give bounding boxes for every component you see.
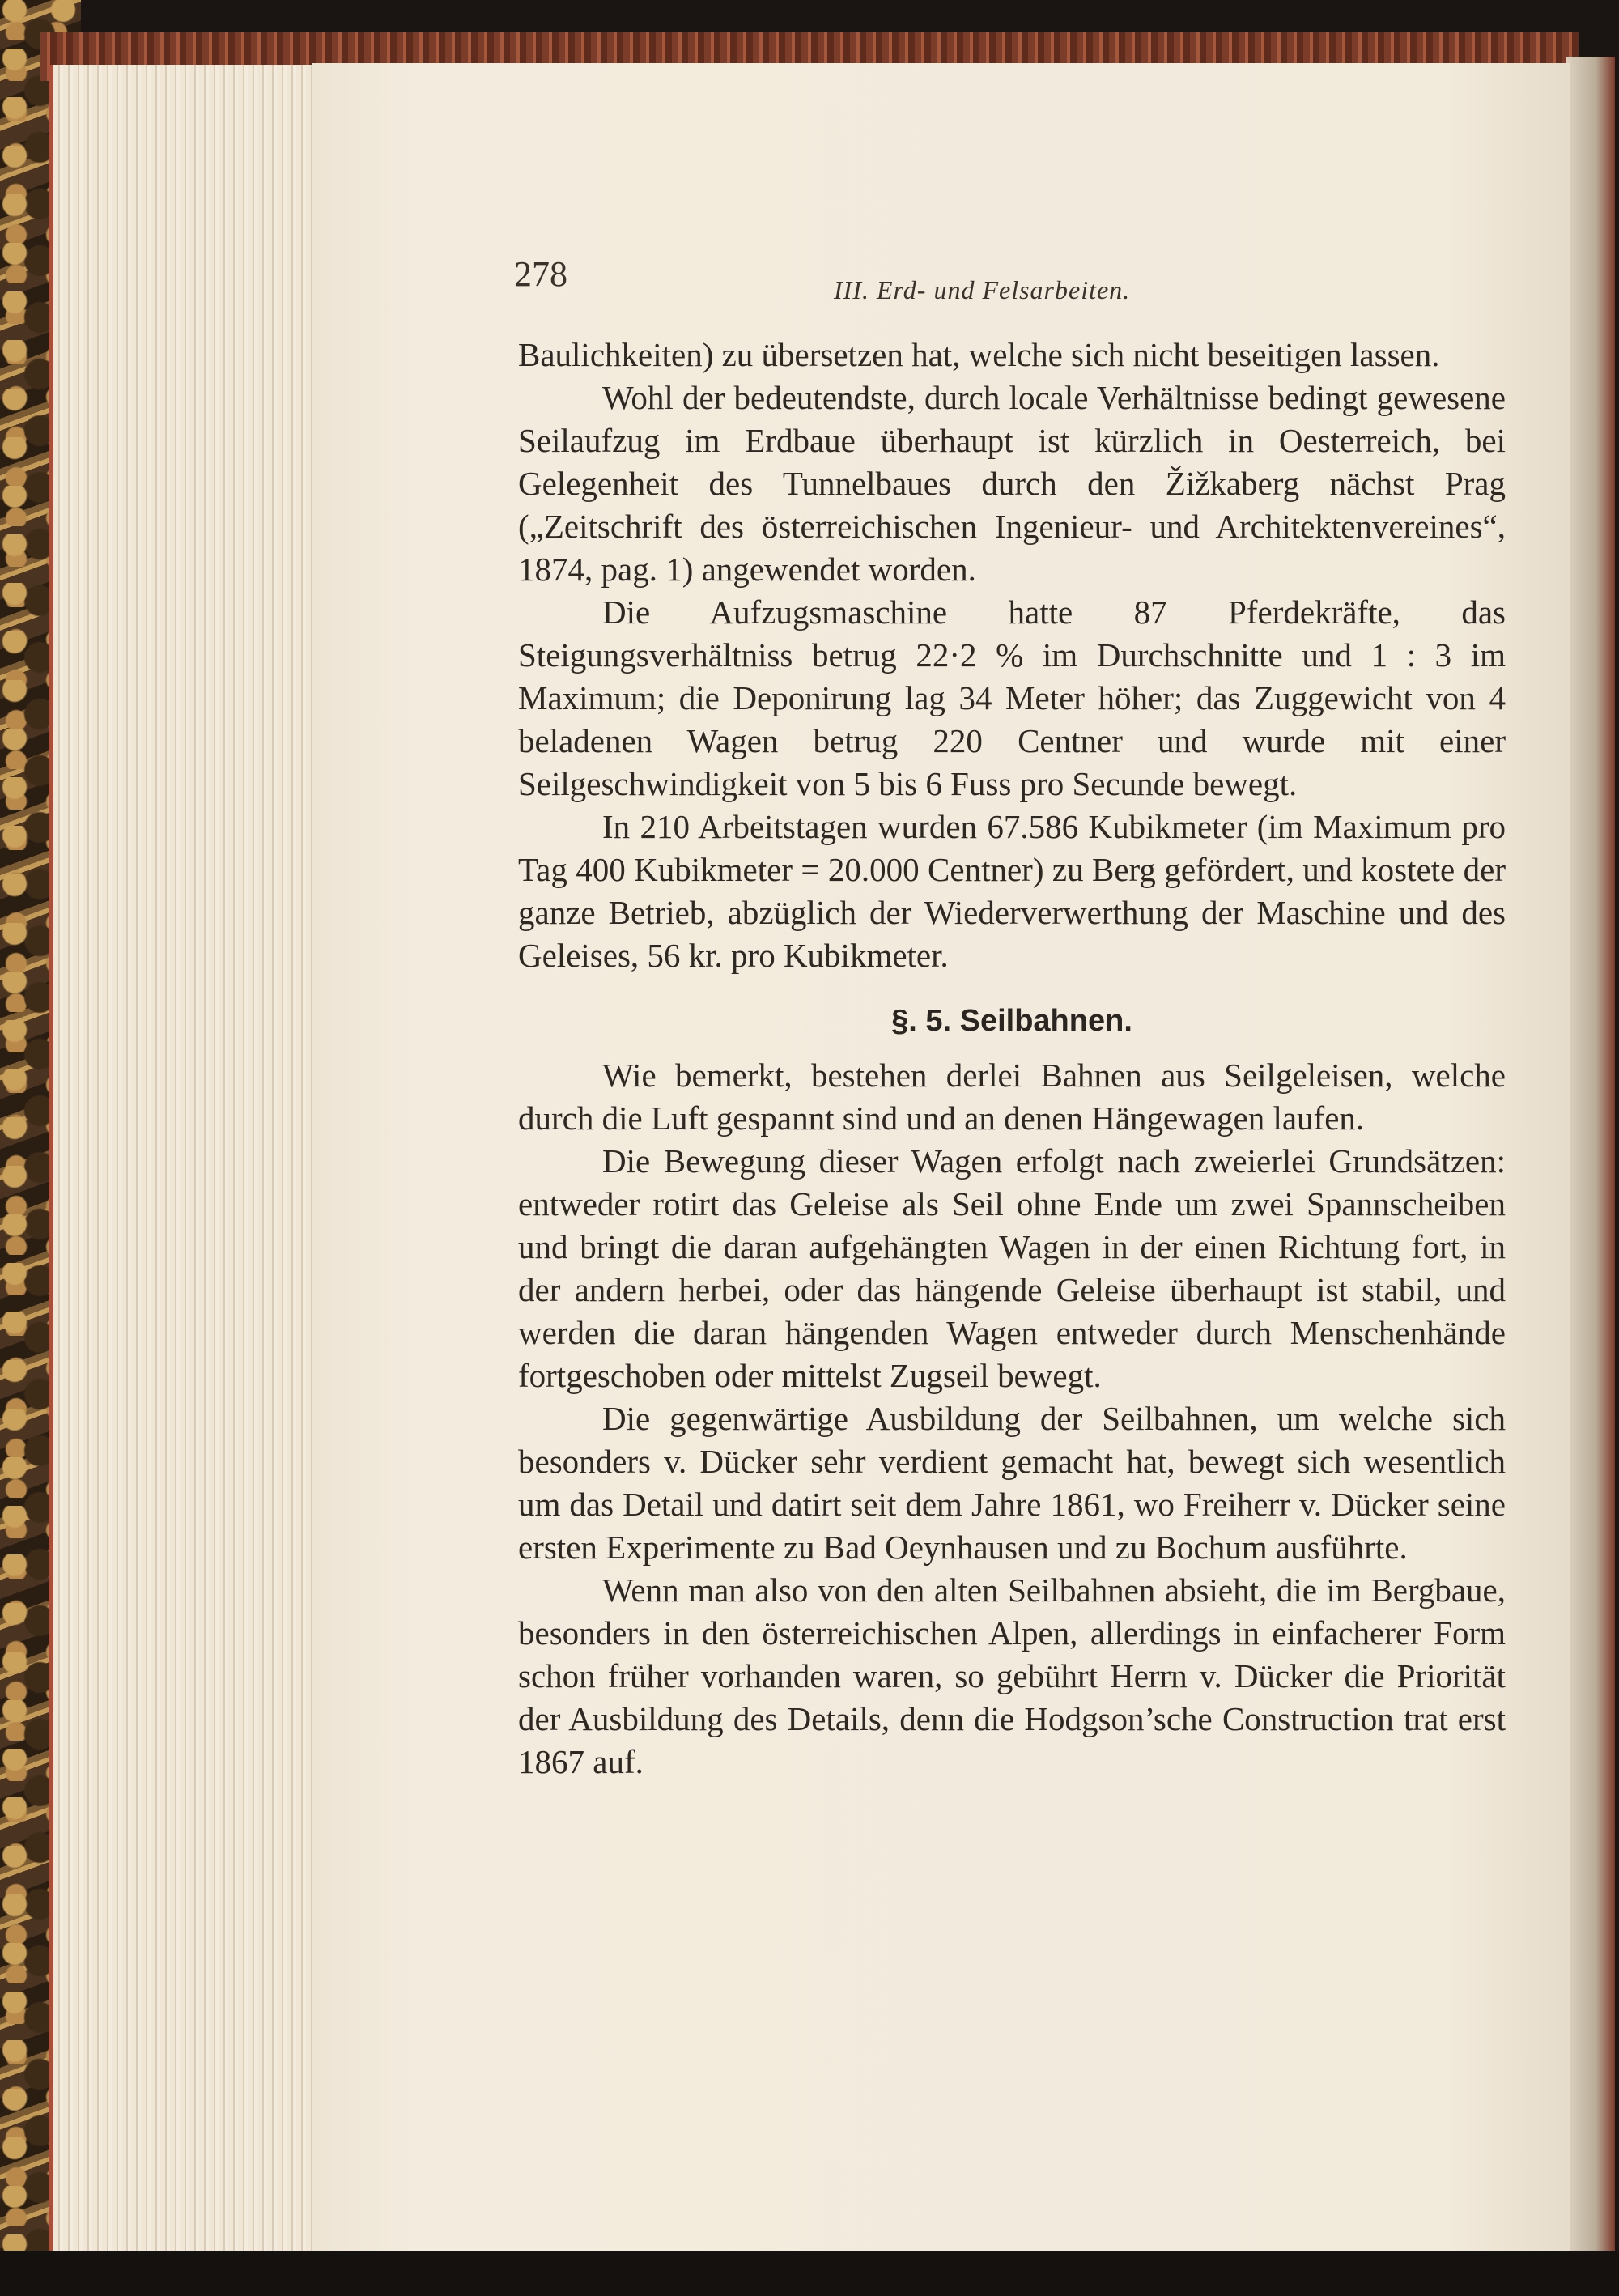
bottom-background	[0, 2251, 1619, 2296]
page-body	[518, 334, 1506, 1784]
section-heading: §. 5. Seilbahnen.	[891, 1004, 1132, 1038]
paragraph: Die Aufzugsmaschine hatte 87 Pferdekräfte, das Steigungsverhältniss betrug 22·2 % im Durchschnitte und 1 : 3 im Maximum; die Deponirung lag 34 Meter höher; das Zuggewicht von 4 beladenen Wagen betrug 220 Centner und wurde mit einer Seilgeschwindigkeit von 5 bis 6 Fuss pro Secunde bewegt.	[518, 593, 1506, 802]
paragraph: In 210 Arbeitstagen wurden 67.586 Kubikmeter (im Maximum pro Tag 400 Kubikmeter = 20.000 Centner) zu Berg gefördert, und kostete der ganze Betrieb, abzüglich der Wiederverwerthung der Maschine und des Geleises, 56 kr. pro Kubikmeter.	[518, 808, 1506, 974]
page-edges-stack	[49, 65, 321, 2251]
paragraph: Die Bewegung dieser Wagen erfolgt nach zweierlei Grundsätzen: entweder rotirt das Geleise als Seil ohne Ende um zwei Spannscheiben und bringt die daran aufgehängten Wagen in der einen Richtung fort, in der andern herbei, oder das hängende Geleise überhaupt ist stabil, und werden die daran hängenden Wagen entweder durch Menschenhände fortgeschoben oder mittelst Zugseil bewegt.	[518, 1142, 1506, 1394]
paragraph: Baulichkeiten) zu übersetzen hat, welche sich nicht beseitigen lassen.	[518, 336, 1440, 373]
right-page-edge	[1566, 57, 1615, 2251]
page-number: 278	[514, 254, 567, 294]
paragraph: Die gegenwärtige Ausbildung der Seilbahnen, um welche sich besonders v. Dücker sehr verdient gemacht hat, bewegt sich wesentlich um das Detail und datirt seit dem Jahre 1861, wo Freiherr v. Dücker seine ersten Experimente zu Bad Oeynhausen und zu Bochum ausführte.	[518, 1400, 1506, 1566]
paragraph: Wenn man also von den alten Seilbahnen absieht, die im Bergbaue, besonders in den österreichischen Alpen, allerdings in einfacherer Form schon früher vorhanden waren, so gebührt Herrn v. Dücker die Priorität der Ausbildung des Details, denn die Hodgson’sche Construction trat erst 1867 auf.	[518, 1571, 1506, 1780]
paragraph: Wie bemerkt, bestehen derlei Bahnen aus Seilgeleisen, welche durch die Luft gespannt sind und an denen Hängewagen laufen.	[518, 1057, 1506, 1137]
paragraph: Wohl der bedeutendste, durch locale Verhältnisse bedingt gewesene Seilaufzug im Erdbaue überhaupt ist kürzlich in Oesterreich, bei Gelegenheit des Tunnelbaues durch den Žižkaberg nächst Prag („Zeitschrift des österreichischen Ingenieur- und Architektenvereines“, 1874, pag. 1) angewendet worden.	[518, 379, 1506, 588]
running-title: III. Erd- und Felsarbeiten.	[834, 275, 1131, 304]
